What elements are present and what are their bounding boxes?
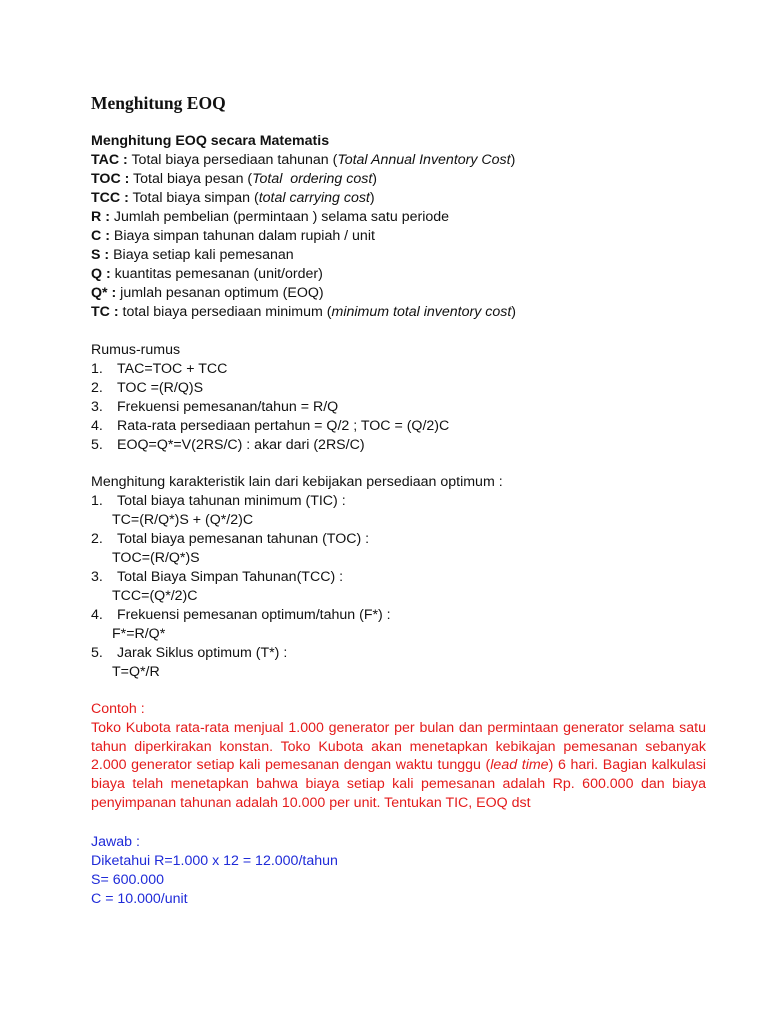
definition-text: jumlah pesanan optimum (EOQ) — [116, 285, 324, 301]
list-number: 2. — [91, 531, 103, 547]
definition-term: R : — [91, 209, 110, 225]
definition-term: C : — [91, 228, 110, 244]
characteristic-item: Total Biaya Simpan Tahunan(TCC) : — [117, 569, 344, 585]
example-text-continued: ) 6 hari. Bagian kalkulasi biaya telah menetapkan bahwa biaya setiap kali pemesanan adalah Rp. 600.000 dan biaya penyimpanan tahunan adalah 10.000 per unit. Tentukan TIC, EOQ dst — [91, 757, 706, 811]
definition-r — [91, 208, 449, 227]
definition-term: TCC : — [91, 190, 129, 206]
definition-q-star — [91, 284, 324, 303]
list-number: 5. — [91, 437, 103, 453]
characteristic-item: Frekuensi pemesanan optimum/tahun (F*) : — [117, 607, 391, 623]
definition-tail: ) — [511, 304, 517, 320]
definition-term: TOC : — [91, 171, 130, 187]
definition-italic: minimum total inventory cost — [331, 304, 512, 320]
formula-item: TOC =(R/Q)S — [117, 380, 204, 396]
characteristic-formula: TC=(R/Q*)S + (Q*/2)C — [112, 512, 254, 528]
example-label: Contoh : — [91, 701, 145, 717]
definition-italic: Total Annual Inventory Cost — [337, 152, 511, 168]
definition-tcc — [91, 189, 375, 208]
characteristic-item: Total biaya tahunan minimum (TIC) : — [117, 493, 346, 509]
characteristic-formula: TCC=(Q*/2)C — [112, 588, 198, 604]
answer-line: C = 10.000/unit — [91, 891, 188, 907]
definition-text: Biaya simpan tahunan dalam rupiah / unit — [109, 228, 375, 244]
definition-tc — [91, 303, 516, 322]
definition-italic: Total ordering cost — [252, 171, 373, 187]
answer-line: Diketahui R=1.000 x 12 = 12.000/tahun — [91, 853, 338, 869]
section-heading-matematis: Menghitung EOQ secara Matematis — [91, 133, 330, 149]
definition-q — [91, 265, 323, 284]
definition-text: Biaya setiap kali pemesanan — [109, 247, 294, 263]
formula-item: EOQ=Q*=V(2RS/C) : akar dari (2RS/C) — [117, 437, 365, 453]
formula-item: Rata-rata persediaan pertahun = Q/2 ; TOC = (Q/2)C — [117, 418, 450, 434]
list-number: 5. — [91, 645, 103, 661]
formula-item: TAC=TOC + TCC — [117, 361, 228, 377]
definition-c — [91, 227, 375, 246]
list-number: 4. — [91, 418, 103, 434]
list-number: 3. — [91, 399, 103, 415]
definition-text: Jumlah pembelian (permintaan ) selama satu periode — [109, 209, 450, 225]
definition-term: S : — [91, 247, 110, 263]
formula-item: Frekuensi pemesanan/tahun = R/Q — [117, 399, 339, 415]
definition-term: TC : — [91, 304, 119, 320]
definition-text: Total biaya persediaan tahunan ( — [127, 152, 338, 168]
definition-italic: total carrying cost — [258, 190, 370, 206]
definition-text: Total biaya pesan ( — [129, 171, 253, 187]
definition-s — [91, 246, 294, 265]
section-heading-karakteristik: Menghitung karakteristik lain dari kebijakan persediaan optimum : — [91, 474, 503, 490]
example-paragraph — [91, 719, 706, 813]
definition-tac — [91, 151, 515, 170]
page-title: Menghitung EOQ — [91, 93, 226, 113]
example-text: Toko Kubota rata-rata menjual 1.000 generator per bulan dan permintaan generator selama satu tahun diperkirakan konstan. Toko Kubota akan menetapkan kebikajan pemesanan sebanyak 2.000 generator setiap kali pemesanan dengan waktu tunggu ( — [91, 720, 706, 774]
definition-tail: ) — [510, 152, 516, 168]
answer-label: Jawab : — [91, 834, 140, 850]
characteristic-item: Jarak Siklus optimum (T*) : — [117, 645, 288, 661]
example-italic: lead time — [490, 757, 549, 774]
definition-text: kuantitas pemesanan (unit/order) — [110, 266, 323, 282]
characteristic-item: Total biaya pemesanan tahunan (TOC) : — [117, 531, 370, 547]
definition-text: Total biaya simpan ( — [128, 190, 259, 206]
definition-term: Q : — [91, 266, 111, 282]
list-number: 1. — [91, 361, 103, 377]
characteristic-formula: T=Q*/R — [112, 664, 160, 680]
definition-tail: ) — [372, 171, 378, 187]
characteristic-formula: TOC=(R/Q*)S — [112, 550, 200, 566]
list-number: 2. — [91, 380, 103, 396]
definition-term: TAC : — [91, 152, 128, 168]
definition-tail: ) — [369, 190, 375, 206]
characteristic-formula: F*=R/Q* — [112, 626, 166, 642]
definition-toc — [91, 170, 377, 189]
list-number: 3. — [91, 569, 103, 585]
list-number: 1. — [91, 493, 103, 509]
definition-text: total biaya persediaan minimum ( — [118, 304, 332, 320]
section-heading-rumus: Rumus-rumus — [91, 342, 181, 358]
answer-line: S= 600.000 — [91, 872, 164, 888]
list-number: 4. — [91, 607, 103, 623]
definition-term: Q* : — [91, 285, 117, 301]
